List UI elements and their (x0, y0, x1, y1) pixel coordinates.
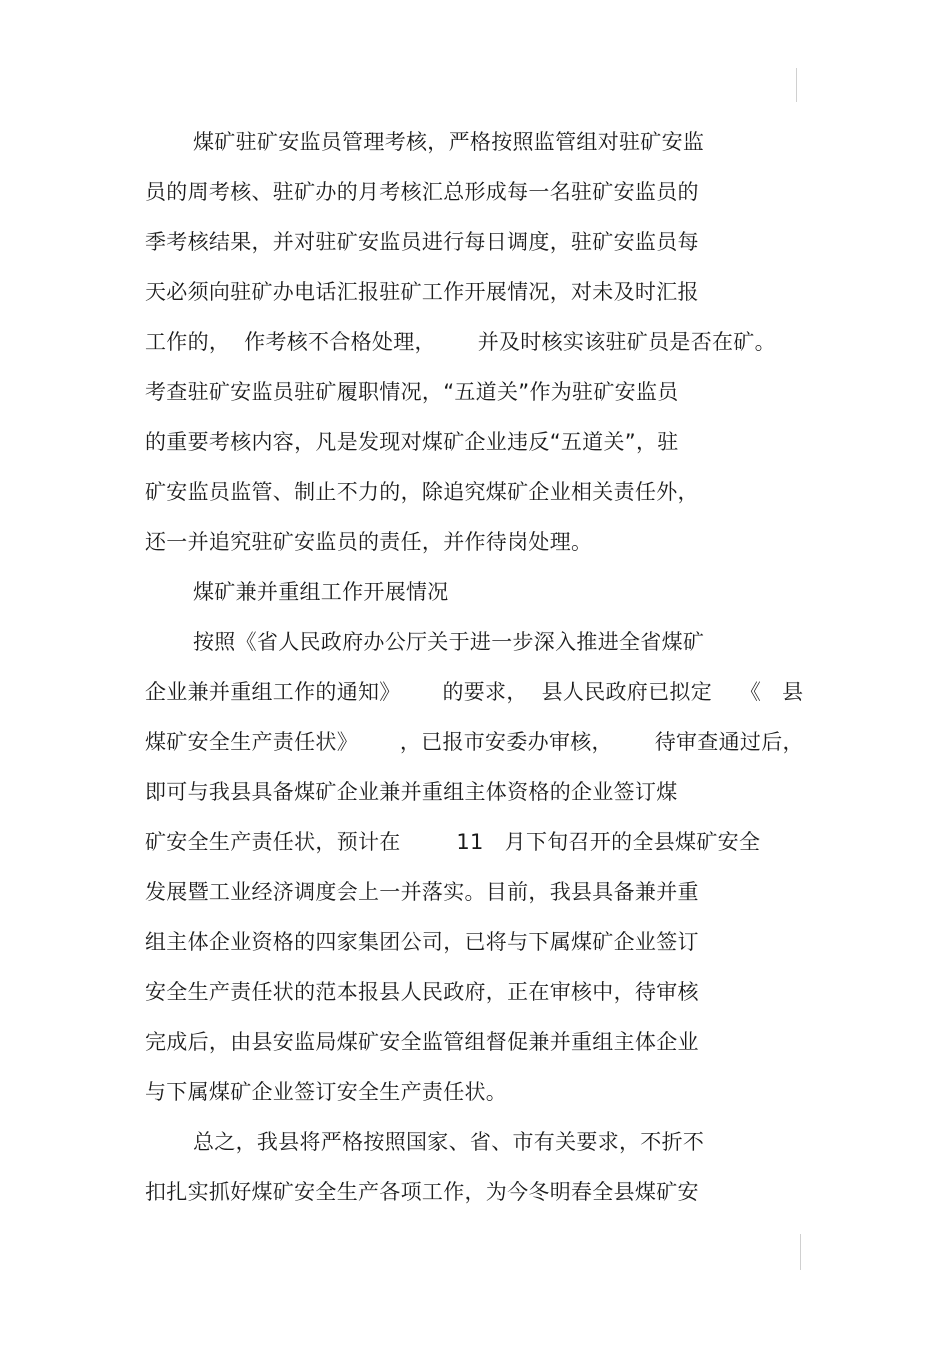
paragraph-line: 的重要考核内容，凡是发现对煤矿企业违反“五道关”，驻 (145, 430, 679, 454)
paragraph-line: 考查驻矿安监员驻矿履职情况，“五道关”作为驻矿安监员 (145, 380, 679, 404)
paragraph-line: 季考核结果，并对驻矿安监员进行每日调度，驻矿安监员每 (145, 230, 699, 254)
section-heading: 煤矿兼并重组工作开展情况 (193, 580, 449, 604)
paragraph-line: 还一并追究驻矿安监员的责任，并作待岗处理。 (145, 530, 593, 554)
paragraph-line: 总之，我县将严格按照国家、省、市有关要求，不折不 (193, 1130, 705, 1154)
paragraph-line: 矿安全生产责任状，预计在 11 月下旬召开的全县煤矿安全 (145, 830, 761, 854)
paragraph-line: 组主体企业资格的四家集团公司，已将与下属煤矿企业签订 (145, 930, 699, 954)
paragraph-line: 员的周考核、驻矿办的月考核汇总形成每一名驻矿安监员的 (145, 180, 699, 204)
paragraph-line: 按照《省人民政府办公厅关于进一步深入推进全省煤矿 (193, 630, 705, 654)
paragraph-line: 完成后，由县安监局煤矿安全监管组督促兼并重组主体企业 (145, 1030, 699, 1054)
page-edge-mark-top (796, 68, 797, 102)
paragraph-line: 扣扎实抓好煤矿安全生产各项工作，为今冬明春全县煤矿安 (145, 1180, 699, 1204)
paragraph-line: 工作的， 作考核不合格处理， 并及时核实该驻矿员是否在矿。 (145, 330, 776, 354)
paragraph-line: 安全生产责任状的范本报县人民政府，正在审核中，待审核 (145, 980, 699, 1004)
paragraph-line: 发展暨工业经济调度会上一并落实。目前，我县具备兼并重 (145, 880, 699, 904)
paragraph-line: 企业兼并重组工作的通知》 的要求， 县人民政府已拟定 《 县 (145, 680, 804, 704)
paragraph-line: 与下属煤矿企业签订安全生产责任状。 (145, 1080, 508, 1104)
paragraph-line: 煤矿驻矿安监员管理考核，严格按照监管组对驻矿安监 (193, 130, 705, 154)
paragraph-line: 天必须向驻矿办电话汇报驻矿工作开展情况，对未及时汇报 (145, 280, 699, 304)
paragraph-line: 即可与我县具备煤矿企业兼并重组主体资格的企业签订煤 (145, 780, 678, 804)
page-edge-mark-bottom (800, 1234, 801, 1270)
paragraph-line: 矿安监员监管、制止不力的，除追究煤矿企业相关责任外， (145, 480, 699, 504)
paragraph-line: 煤矿安全生产责任状》 ，已报市安委办审核， 待审查通过后， (145, 730, 804, 754)
